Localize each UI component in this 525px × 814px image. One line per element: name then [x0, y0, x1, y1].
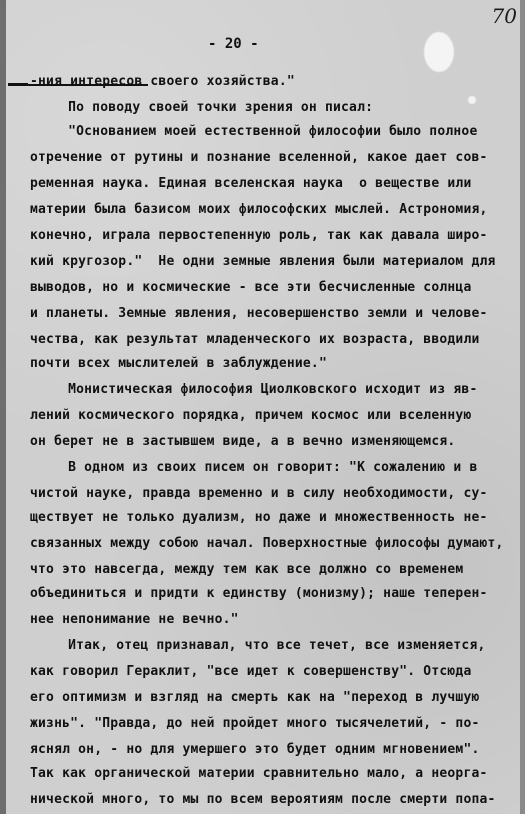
text-line: его оптимизм и взгляд на смерть как на "переход в лучшую [30, 690, 480, 705]
text-line: как говорил Гераклит, "все идет к совершенству". Отсюда [30, 664, 472, 679]
text-line: он берет не в застывшем виде, а в вечно изменяющемся. [30, 434, 456, 449]
text-line: материи была базисом моих философских мыслей. Астрономия, [30, 202, 488, 217]
handwritten-page-mark: 70 [491, 4, 517, 28]
text-line: -ния интересов своего хозяйства." [30, 74, 295, 89]
text-line: объединиться и придти к единству (монизму); наше теперен- [30, 586, 488, 601]
paper-blot [468, 96, 476, 104]
text-line: выводов, но и космические - все эти бесчисленные солнца [30, 280, 472, 295]
text-line: лений космического порядка, причем космос или вселенную [30, 408, 472, 423]
scan-left-edge [0, 0, 6, 814]
scan-right-edge [520, 0, 525, 814]
text-line: "Основанием моей естественной философии было полное [36, 124, 478, 139]
text-line: По поводу своей точки зрения он писал: [36, 100, 374, 115]
text-line: яснял он, - но для умершего это будет одним мгновением". [30, 742, 480, 757]
text-line: Итак, отец признавал, что все течет, все изменяется, [36, 638, 486, 653]
text-line: нее непонимание не вечно." [30, 612, 239, 627]
text-line: кий кругозор." Не одни земные явления были материалом для [30, 254, 496, 269]
text-line: Так как органической материи сравнительно мало, а неорга- [30, 766, 488, 781]
text-line: В одном из своих писем он говорит: "К сожалению и в [36, 460, 478, 475]
text-line: чистой науке, правда временно и в силу необходимости, су- [30, 486, 488, 501]
text-line: отречение от рутины и познание вселенной, какое дает сов- [30, 150, 488, 165]
text-line: конечно, играла первостепенную роль, так как давала широ- [30, 228, 488, 243]
text-line: связанных между собою начал. Поверхностные философы думают, [30, 536, 504, 551]
paper-blot [424, 32, 454, 72]
page-number: - 20 - [208, 36, 259, 52]
text-line: нической много, то мы по всем вероятиям после смерти попа- [30, 792, 496, 807]
text-line: ществует не только дуализм, но даже и множественность не- [30, 510, 488, 525]
text-line: почти всех мыслителей в заблуждение." [30, 356, 327, 371]
text-line: и планеты. Земные явления, несовершенство земли и челове- [30, 306, 488, 321]
text-line: жизнь". "Правда, до ней пройдет много тысячелетий, - по- [30, 716, 480, 731]
text-line: чества, как результат младенческого их возраста, вводили [30, 332, 480, 347]
text-line: что это навсегда, между тем как все должно со временем [30, 562, 464, 577]
text-line: ременная наука. Единая вселенская наука о веществе или [30, 176, 472, 191]
text-line: Монистическая философия Циолковского исходит из яв- [36, 382, 478, 397]
